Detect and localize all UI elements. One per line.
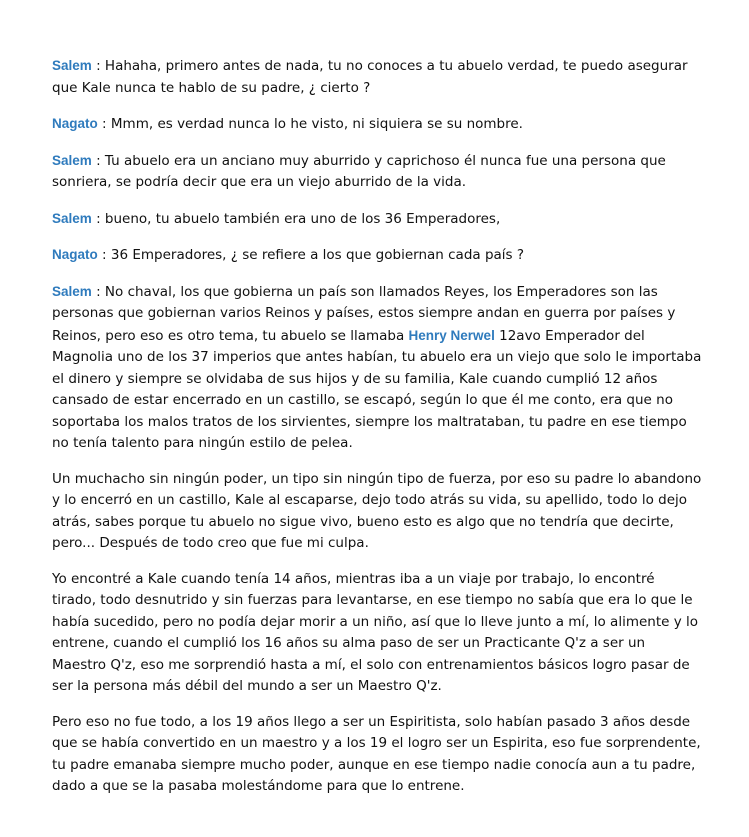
speaker-name: Nagato xyxy=(52,116,98,131)
dialogue-line xyxy=(52,55,702,99)
speaker-name: Nagato xyxy=(52,247,98,262)
dialogue-line xyxy=(52,113,702,136)
speaker-separator: : xyxy=(91,58,105,74)
speaker-name: Salem xyxy=(52,283,92,299)
speaker-separator: : xyxy=(91,283,105,300)
dialogue-text-before: No chaval, los que gobierna un país son llamados Reyes, los Emperadores son las personas que gobiernan varios Reinos y países, estos siempre andan en guerra por países y Reinos, pero eso es otro tema, tu abuelo se llamaba xyxy=(52,283,676,344)
dialogue-line xyxy=(52,244,702,267)
narrative-paragraph: Pero eso no fue todo, a los 19 años llego a ser un Espiritista, solo habían pasado 3 años desde que se había convertido en un maestro y a los 19 el logro ser un Espirita, eso fue sorprendente, tu padre emanaba siempre mucho poder, aunque en ese tiempo nadie conocía aun a tu padre, dado a que se la pasaba molestándome para que lo entrene. xyxy=(52,713,701,794)
speaker-name: Salem xyxy=(52,152,92,168)
highlighted-name: Henry Nerwel xyxy=(408,327,495,343)
speaker-name: Salem xyxy=(52,210,92,226)
dialogue-text: 36 Emperadores, ¿ se refiere a los que gobiernan cada país ? xyxy=(110,247,525,263)
speaker-separator: : xyxy=(91,152,105,169)
document-page xyxy=(52,55,702,812)
dialogue-line-long xyxy=(52,281,702,455)
narrative-paragraph: Un muchacho sin ningún poder, un tipo sin ningún tipo de fuerza, por eso su padre lo abandono y lo encerró en un castillo, Kale al escaparse, dejo todo atrás su vida, su apellido, todo lo dejo atrás, sabes porque tu abuelo no sigue vivo, bueno esto es algo que no tendría que decirte, pero... Después de todo creo que fue mi culpa. xyxy=(52,470,702,551)
dialogue-line xyxy=(52,150,702,194)
dialogue-text: bueno, tu abuelo también era uno de los 36 Emperadores, xyxy=(104,210,501,227)
speaker-name: Salem xyxy=(52,58,92,73)
dialogue-text-after: 12avo Emperador del Magnolia uno de los 37 imperios que antes habían, tu abuelo era un viejo que solo le importaba el dinero y siempre se olvidaba de sus hijos y de su familia, Kale cuando cumplió 12 años cansado de estar encerrado en un castillo, se escapó, según lo que él me conto, era que no soportaba los malos tratos de los sirvientes, siempre los maltrataban, tu padre en ese tiempo no tenía talento para ningún estilo de pelea. xyxy=(52,327,702,451)
dialogue-text: Hahaha, primero antes de nada, tu no conoces a tu abuelo verdad, te puedo asegurar que Kale nunca te hablo de su padre, ¿ cierto ? xyxy=(52,58,688,96)
speaker-separator: : xyxy=(97,116,111,132)
narrative-paragraph: Yo encontré a Kale cuando tenía 14 años, mientras iba a un viaje por trabajo, lo encontré tirado, todo desnutrido y sin fuerzas para levantarse, en ese tiempo no sabía que era lo que le había sucedido, pero no podía dejar morir a un niño, así que lo lleve junto a mí, lo alimente y lo entrene, cuando el cumplió los 16 años su alma paso de ser un Practicante Q'z a ser un Maestro Q'z, eso me sorprendió hasta a mí, el solo con entrenamientos básicos logro pasar de ser la persona más débil del mundo a ser un Maestro Q'z. xyxy=(52,570,699,694)
dialogue-text: Mmm, es verdad nunca lo he visto, ni siquiera se su nombre. xyxy=(110,116,523,132)
speaker-separator: : xyxy=(91,210,105,227)
dialogue-line xyxy=(52,208,702,231)
speaker-separator: : xyxy=(97,247,111,263)
dialogue-text: Tu abuelo era un anciano muy aburrido y caprichoso él nunca fue una persona que sonriera, se podría decir que era un viejo aburrido de la vida. xyxy=(52,152,666,190)
